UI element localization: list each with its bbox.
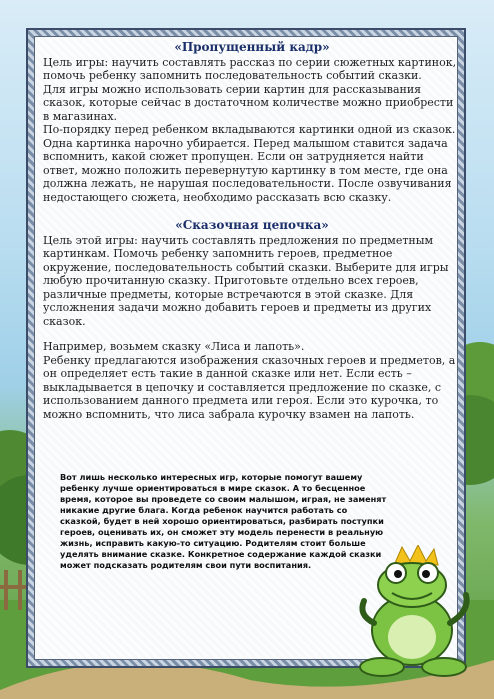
game1-paragraph-1: Цель игры: научить составлять рассказ по серии сюжетных картинок, помочь ребенку запомнить последовательность событий сказки. [43, 55, 457, 82]
game2-paragraph-1: Цель этой игры: научить составлять предложения по предметным картинкам. Помочь ребенку запомнить героев, предметное окружение, последовательность событий сказки. Выберите для игры любую прочитанную сказку. Приготовьте отдельно всех героев, различные предметы, которые встречаются в этой сказке. Для усложнения задачи можно добавить героев и предметы из других сказок. [43, 233, 449, 328]
game1-paragraph-3: По-порядку перед ребенком вкладываются картинки одной из сказок. Одна картинка нарочно убирается. Перед малышом ставится задача вспомнить, какой сюжет пропущен. Если он затрудняется найти ответ, можно положить перевернутую картинку в том месте, где она должна лежать, не нарушая последовательности. После озвучивания недостающего сюжета, необходимо рассказать всю сказку. [43, 123, 456, 204]
frog-prince-icon [350, 545, 480, 685]
main-text [43, 39, 461, 421]
game2-title: «Сказочная цепочка» [175, 218, 329, 232]
game1-title: «Пропущенный кадр» [174, 40, 330, 54]
summary-text: Вот лишь несколько интересных игр, которые помогут вашему ребенку лучше ориентироваться в мире сказок. А то бесценное время, которое вы проведете со своим малышом, играя, не заменят никакие другие блага. Когда ребенок научится работать со сказкой, будет в ней хорошо ориентироваться, разбирать поступки героев, оценивать их, он сможет эту модель перенести в реальную жизнь, исправить какую-то ситуацию. Родителям стоит больше уделять внимание сказке. Конкретное содержание каждой сказки может подсказать родителям свои пути воспитания. [60, 472, 387, 570]
game1-paragraph-2: Для игры можно использовать серии картин для рассказывания сказок, которые сейчас в достаточном количестве можно приобрести в магазинах. [43, 82, 454, 123]
game2-paragraph-2: Например, возьмем сказку «Лиса и лапоть». [43, 340, 305, 353]
game2-paragraph-3: Ребенку предлагаются изображения сказочных героев и предметов, а он определяет есть такие в данной сказке или нет. Если есть – выкладывается в цепочку и составляется предложение по сказке, с использованием данного предмета или героя. Если это курочка, то можно вспомнить, что лиса забрала курочку взамен на лапоть. [43, 353, 456, 421]
